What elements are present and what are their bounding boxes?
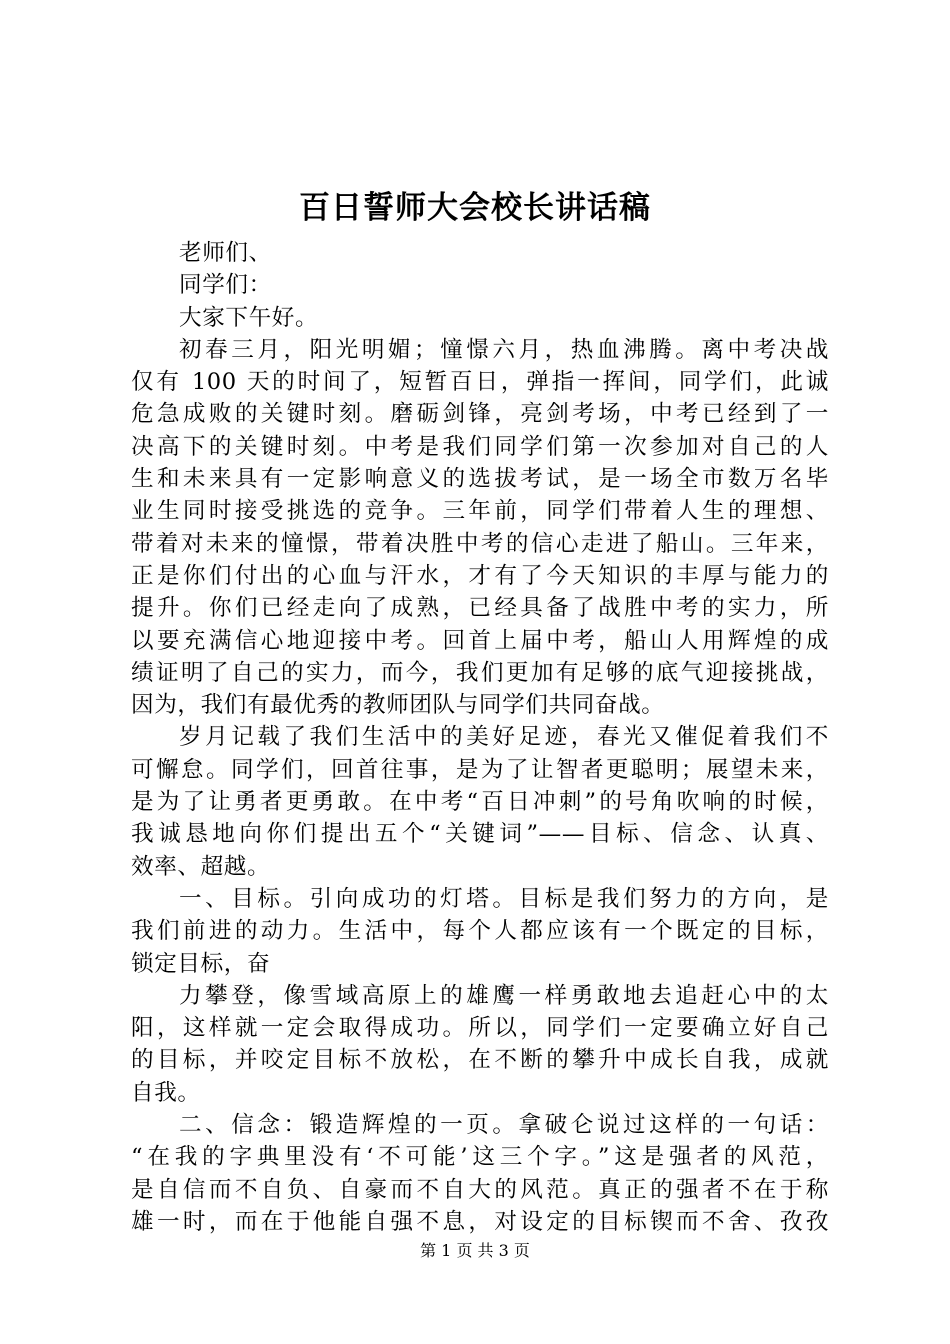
text-line: 锁定目标，奋 bbox=[131, 950, 271, 977]
text-line: 初春三月，阳光明媚；憧憬六月，热血沸腾。离中考决战 bbox=[179, 336, 829, 363]
text-line: 以要充满信心地迎接中考。回首上届中考，船山人用辉煌的成 bbox=[131, 627, 829, 654]
text-line: 阳，这样就一定会取得成功。所以，同学们一定要确立好自己 bbox=[131, 1015, 829, 1042]
text-line: 正是你们付出的心血与汗水，才有了今天知识的丰厚与能力的 bbox=[131, 562, 829, 589]
text-line: 效率、超越。 bbox=[131, 853, 271, 880]
text-line: 是为了让勇者更勇敢。在中考“百日冲刺”的号角吹响的时候， bbox=[131, 789, 829, 816]
text-line: 一、目标。引向成功的灯塔。目标是我们努力的方向，是 bbox=[179, 885, 829, 912]
text-line: 岁月记载了我们生活中的美好足迹，春光又催促着我们不 bbox=[179, 724, 829, 751]
text-line: 是自信而不自负、自豪而不自大的风范。真正的强者不在于称 bbox=[131, 1176, 829, 1203]
text-line: 提升。你们已经走向了成熟，已经具备了战胜中考的实力，所 bbox=[131, 595, 829, 622]
text-line: 自我。 bbox=[131, 1079, 201, 1106]
text-line: 的目标，并咬定目标不放松，在不断的攀升中成长自我，成就 bbox=[131, 1047, 829, 1074]
text-line: 雄一时，而在于他能自强不息，对设定的目标锲而不舍、孜孜 bbox=[131, 1208, 829, 1235]
text-line: 绩证明了自己的实力，而今，我们更加有足够的底气迎接挑战， bbox=[131, 659, 829, 686]
text-line: 仅有 100 天的时间了，短暂百日，弹指一挥间，同学们，此诚 bbox=[131, 369, 829, 396]
text-line: 决高下的关键时刻。中考是我们同学们第一次参加对自己的人 bbox=[131, 433, 829, 460]
document-body bbox=[131, 237, 829, 1238]
text-line: 力攀登，像雪域高原上的雄鹰一样勇敢地去追赶心中的太 bbox=[179, 982, 829, 1009]
text-line: “在我的字典里没有‘不可能’这三个字。”这是强者的风范， bbox=[131, 1144, 829, 1171]
text-line: 危急成败的关键时刻。磨砺剑锋，亮剑考场，中考已经到了一 bbox=[131, 401, 829, 428]
text-line: 可懈怠。同学们，回首往事，是为了让智者更聪明；展望未来， bbox=[131, 756, 829, 783]
text-line: 我诚恳地向你们提出五个“关键词”——目标、信念、认真、 bbox=[131, 821, 829, 848]
text-line: 因为，我们有最优秀的教师团队与同学们共同奋战。 bbox=[131, 692, 665, 719]
text-line: 业生同时接受挑选的竞争。三年前，同学们带着人生的理想、 bbox=[131, 498, 829, 525]
text-line: 老师们、 bbox=[179, 240, 272, 266]
text-line: 二、信念：锻造辉煌的一页。拿破仑说过这样的一句话： bbox=[179, 1112, 829, 1139]
text-line: 同学们： bbox=[179, 272, 272, 299]
page-footer: 第 1 页 共 3 页 bbox=[420, 1241, 530, 1260]
text-line: 生和未来具有一定影响意义的选拔考试，是一场全市数万名毕 bbox=[131, 466, 829, 493]
text-line: 大家下午好。 bbox=[179, 304, 319, 331]
document-title: 百日誓师大会校长讲话稿 bbox=[299, 190, 651, 226]
text-line: 我们前进的动力。生活中，每个人都应该有一个既定的目标， bbox=[131, 918, 829, 945]
text-line: 带着对未来的憧憬，带着决胜中考的信心走进了船山。三年来， bbox=[131, 530, 829, 557]
